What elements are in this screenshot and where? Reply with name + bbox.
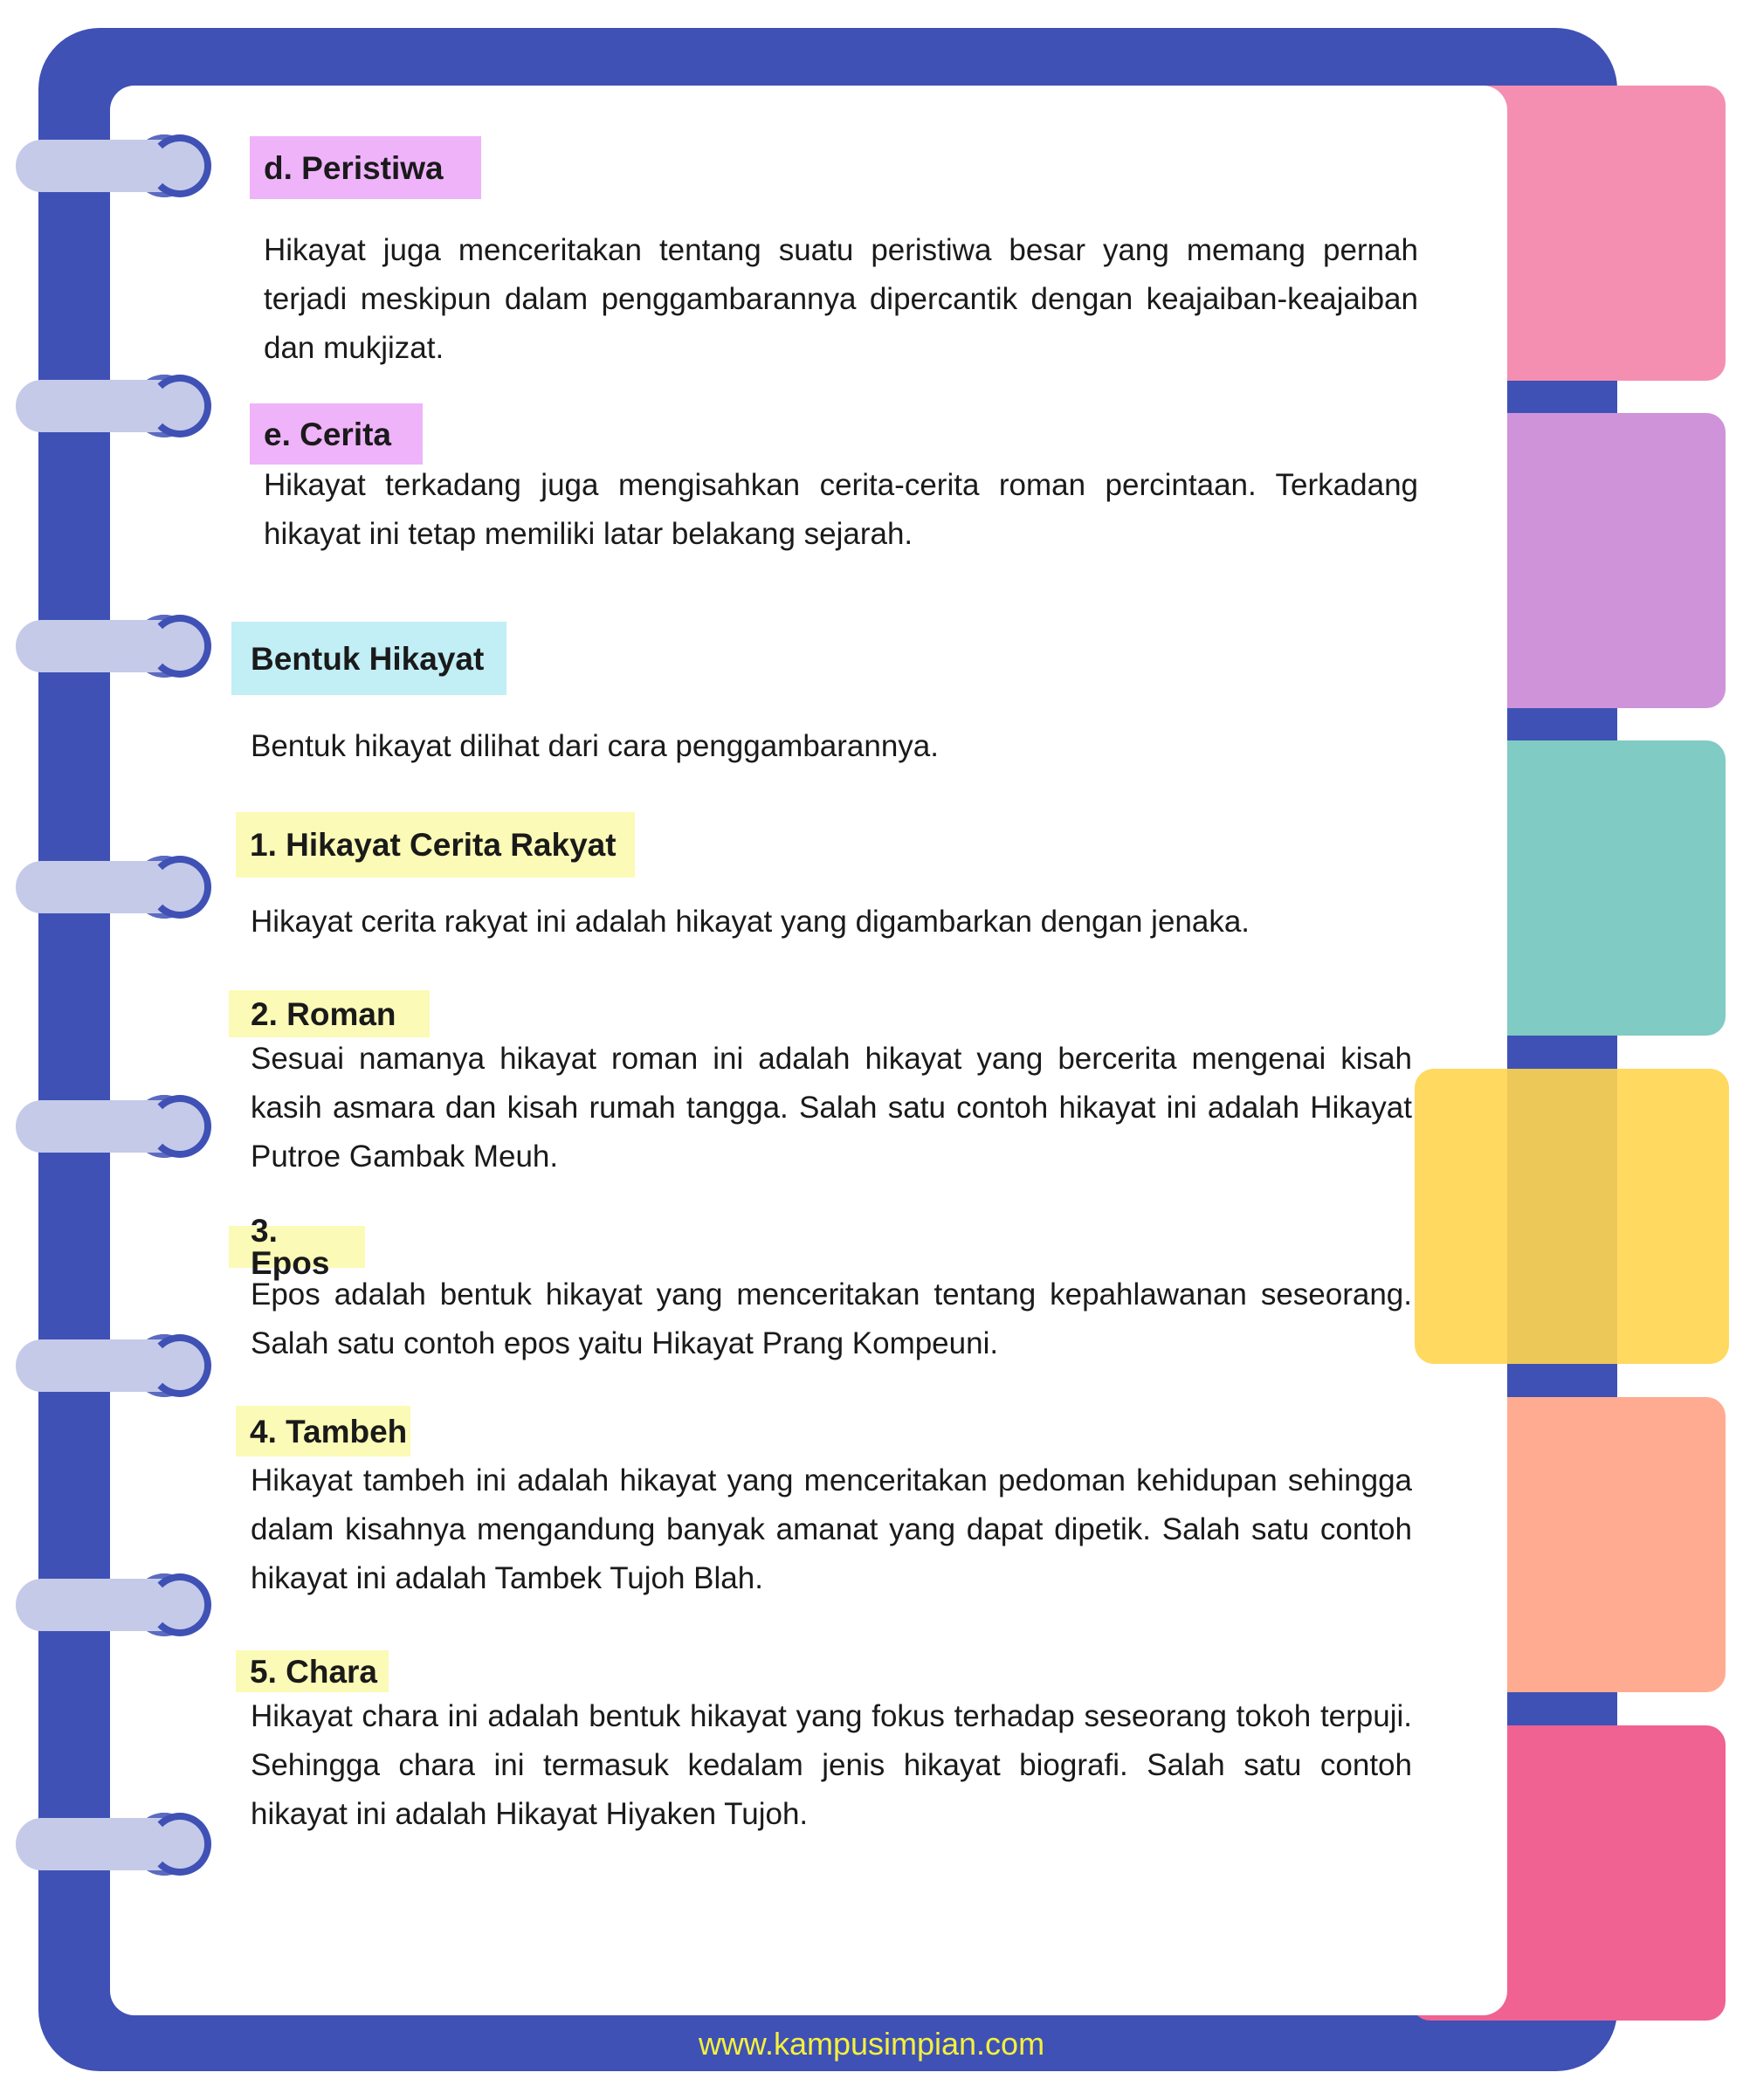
paragraph-roman: Sesuai namanya hikayat roman ini adalah hikayat yang bercerita mengenai kisah kasih asmara dan kisah rumah tangga. Salah satu contoh hikayat ini adalah Hikayat Putroe Gambak Meuh.	[251, 1042, 1412, 1174]
paragraph-bentuk-intro: Bentuk hikayat dilihat dari cara penggambarannya.	[251, 729, 939, 763]
binder-ring	[10, 1090, 215, 1163]
heading-roman: 2. Roman	[229, 990, 430, 1037]
binder-ring	[10, 1568, 215, 1642]
paragraph-chara: Hikayat chara ini adalah bentuk hikayat yang fokus terhadap seseorang tokoh terpuji. Sehingga chara ini termasuk kedalam jenis hikayat biografi. Salah satu contoh hikayat ini adalah Hikayat Hiyaken Tujoh.	[251, 1699, 1412, 1831]
paragraph-cerita: Hikayat terkadang juga mengisahkan cerita-cerita roman percintaan. Terkadang hikayat ini tetap memiliki latar belakang sejarah.	[264, 468, 1418, 551]
binder-ring	[10, 129, 215, 203]
heading-tambeh: 4. Tambeh	[236, 1406, 410, 1456]
binder-ring	[10, 1807, 215, 1881]
binder-ring	[10, 1329, 215, 1402]
binder-ring	[10, 369, 215, 443]
heading-hikayat-cerita-rakyat: 1. Hikayat Cerita Rakyat	[236, 812, 635, 878]
binder-ring	[10, 609, 215, 683]
paragraph-tambeh: Hikayat tambeh ini adalah hikayat yang menceritakan pedoman kehidupan sehingga dalam kisahnya mengandung banyak amanat yang dapat dipetik. Salah satu contoh hikayat ini adalah Tambek Tujoh Blah.	[251, 1463, 1412, 1595]
divider-tab-yellow[interactable]	[1415, 1069, 1729, 1364]
paragraph-epos: Epos adalah bentuk hikayat yang menceritakan tentang kepahlawanan seseorang. Salah satu contoh epos yaitu Hikayat Prang Kompeuni.	[251, 1277, 1412, 1360]
heading-chara: 5. Chara	[236, 1650, 389, 1692]
heading-bentuk-hikayat: Bentuk Hikayat	[231, 622, 506, 695]
heading-epos: 3. Epos	[229, 1226, 365, 1268]
binder-ring	[10, 850, 215, 924]
heading-cerita: e. Cerita	[250, 403, 423, 465]
footer-website-link[interactable]: www.kampusimpian.com	[698, 2026, 1045, 2062]
paragraph-hikayat-cerita-rakyat: Hikayat cerita rakyat ini adalah hikayat yang digambarkan dengan jenaka.	[251, 905, 1250, 939]
heading-peristiwa: d. Peristiwa	[250, 136, 481, 199]
paragraph-peristiwa: Hikayat juga menceritakan tentang suatu peristiwa besar yang memang pernah terjadi meskipun dalam penggambarannya dipercantik dengan keajaiban-keajaiban dan mukjizat.	[264, 233, 1418, 365]
